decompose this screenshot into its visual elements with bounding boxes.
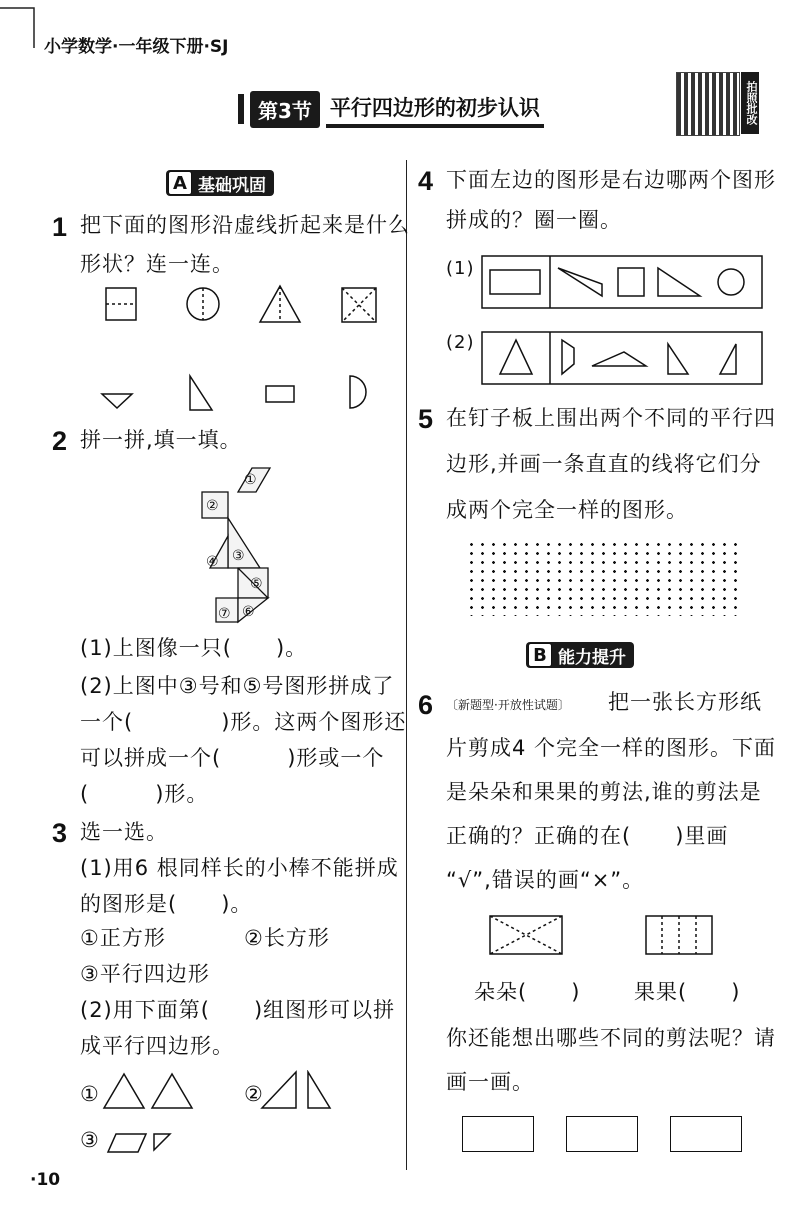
- q3-option-a[interactable]: ①正方形: [80, 926, 166, 950]
- q6-text: 片剪成4 个完全一样的图形。下面: [446, 736, 777, 760]
- q2-sub1: (1)上图像一只( )。: [80, 636, 308, 660]
- q4-number: 4: [418, 166, 434, 196]
- q6-text: 正确的？正确的在( )里画: [446, 824, 729, 848]
- svg-text:③: ③: [232, 548, 245, 564]
- q5-text: 在钉子板上围出两个不同的平行四: [446, 406, 776, 430]
- q3-group-3-label: ③: [80, 1128, 100, 1152]
- q2-sub2: (2)上图中③号和⑤号图形拼成了: [80, 674, 395, 698]
- q2-sub2: ( )形。: [80, 782, 209, 806]
- q3-number: 3: [52, 818, 68, 848]
- answer-right-triangle[interactable]: [190, 376, 212, 410]
- group1-triangle[interactable]: [152, 1074, 192, 1108]
- q6-cut-figures: [486, 912, 726, 962]
- q1-text: 形状？连一连。: [80, 252, 234, 276]
- q4-row2-label: (2): [446, 332, 475, 353]
- tangram-rabbit: [190, 460, 290, 625]
- q3-group-2-label: ②: [244, 1082, 264, 1106]
- dashed-circle-shape[interactable]: [187, 288, 219, 320]
- group3-triangle[interactable]: [154, 1134, 170, 1150]
- group1-triangle[interactable]: [104, 1074, 144, 1108]
- book-title: 小学数学·一年级下册·SJ: [44, 37, 229, 57]
- q2-number: 2: [52, 426, 68, 456]
- group3-parallelogram[interactable]: [108, 1134, 146, 1152]
- qr-code-icon[interactable]: [676, 72, 740, 136]
- q6-text: “√”,错误的画“×”。: [446, 868, 645, 892]
- drawing-box[interactable]: [566, 1116, 638, 1152]
- q6-text: 画一画。: [446, 1070, 534, 1094]
- q4-row1-label: (1): [446, 258, 475, 279]
- q2-sub2: 可以拼成一个( )形或一个: [80, 746, 385, 770]
- section-title: 平行四边形的初步认识: [326, 90, 544, 128]
- q6-number: 6: [418, 690, 434, 720]
- q6-text: 是朵朵和果果的剪法,谁的剪法是: [446, 780, 762, 804]
- page-number: ·10: [30, 1170, 61, 1190]
- q3-group-1-label: ①: [80, 1082, 100, 1106]
- svg-text:②: ②: [206, 498, 219, 514]
- q6-text: 你还能想出哪些不同的剪法呢？请: [446, 1026, 776, 1050]
- q5-text: 成两个完全一样的图形。: [446, 498, 688, 522]
- q2-text: 拼一拼,填一填。: [80, 428, 242, 452]
- answer-semicircle[interactable]: [350, 376, 366, 408]
- q4-figures: [478, 252, 768, 387]
- group2-triangle[interactable]: [308, 1072, 330, 1108]
- duoduo-answer[interactable]: 朵朵( ): [474, 980, 581, 1004]
- q3-shape-groups: [100, 1070, 340, 1160]
- q4-text: 拼成的？圈一圈。: [446, 208, 622, 232]
- q1-figures: [90, 280, 390, 420]
- part-a-badge: A 基础巩固: [166, 170, 274, 196]
- drawing-box[interactable]: [670, 1116, 742, 1152]
- q3-text: 选一选。: [80, 820, 168, 844]
- q5-number: 5: [418, 404, 434, 434]
- answer-rectangle[interactable]: [266, 386, 294, 402]
- answer-triangle-down[interactable]: [102, 394, 132, 408]
- nail-board[interactable]: [466, 540, 742, 616]
- q4-text: 下面左边的图形是右边哪两个图形: [446, 168, 776, 192]
- svg-text:⑦: ⑦: [218, 606, 231, 622]
- q3-option-b[interactable]: ②长方形: [244, 926, 330, 950]
- group2-triangle[interactable]: [262, 1072, 296, 1108]
- q6-tag: 〔新题型·开放性试题〕: [446, 698, 570, 712]
- q1-number: 1: [52, 212, 68, 242]
- drawing-box[interactable]: [462, 1116, 534, 1152]
- q3-option-c[interactable]: ③平行四边形: [80, 962, 210, 986]
- section-number: 第3节: [250, 91, 320, 128]
- q6-text: 把一张长方形纸: [608, 690, 762, 714]
- guoguo-answer[interactable]: 果果( ): [634, 980, 741, 1004]
- qr-label: 拍照批改: [741, 72, 759, 134]
- q1-text: 把下面的图形沿虚线折起来是什么: [80, 213, 410, 237]
- part-b-badge: B 能力提升: [526, 642, 634, 668]
- q2-sub2: 一个( )形。这两个图形还: [80, 710, 407, 734]
- q3-sub2: 成平行四边形。: [80, 1034, 234, 1058]
- q5-text: 边形,并画一条直直的线将它们分: [446, 452, 762, 476]
- column-divider: [406, 160, 407, 1170]
- q3-sub1: (1)用6 根同样长的小棒不能拼成: [80, 856, 399, 880]
- q3-sub2: (2)用下面第( )组图形可以拼: [80, 998, 396, 1022]
- svg-text:⑤: ⑤: [250, 576, 263, 592]
- svg-text:①: ①: [244, 472, 257, 488]
- svg-text:④: ④: [206, 554, 219, 570]
- q3-sub1: 的图形是( )。: [80, 892, 253, 916]
- section-heading: [238, 90, 544, 128]
- svg-text:⑥: ⑥: [242, 604, 255, 620]
